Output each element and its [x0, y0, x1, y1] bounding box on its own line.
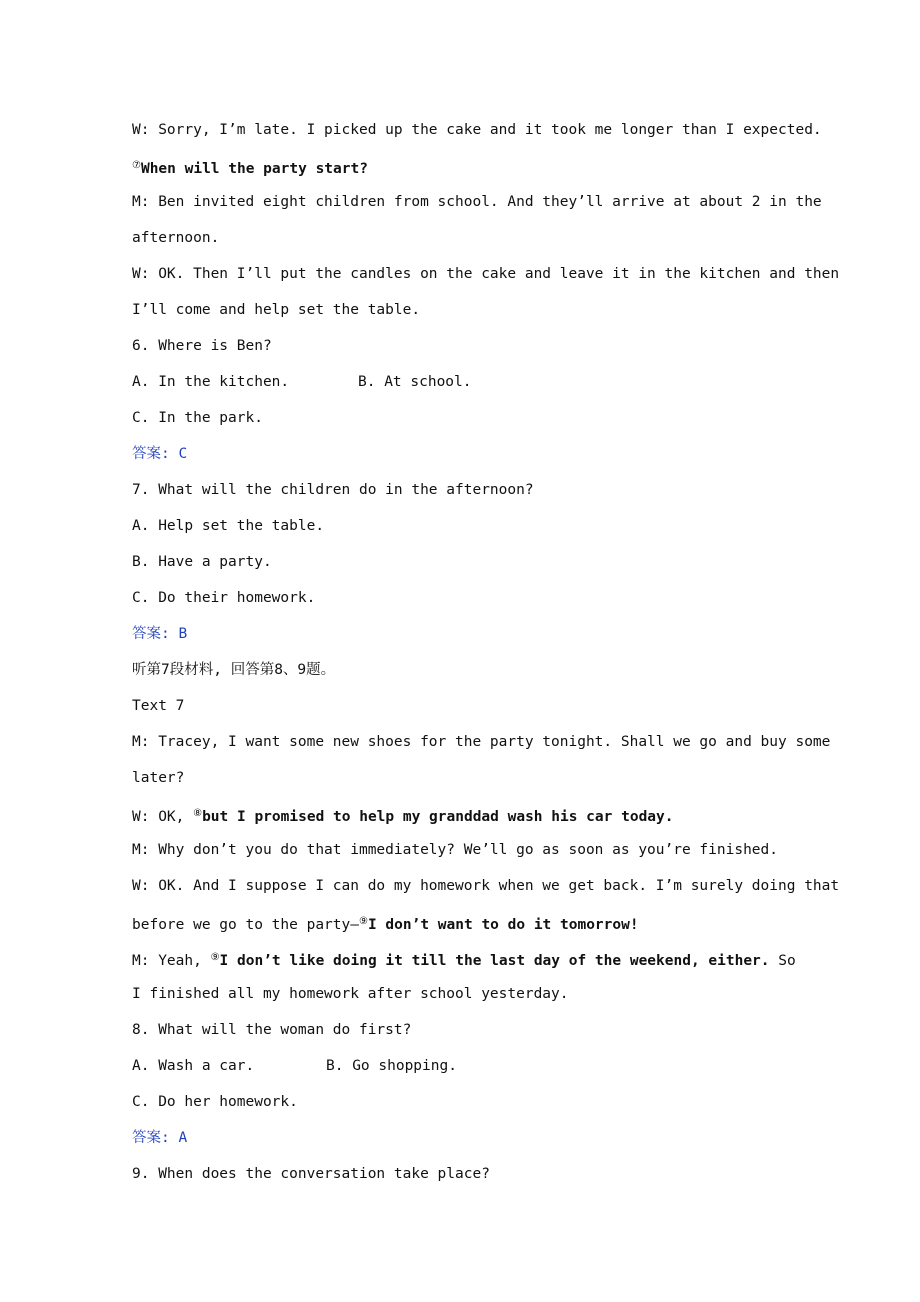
dialogue-line: M: Ben invited eight children from school. And they’ll arrive at about 2 in the	[132, 194, 822, 210]
answer-8	[132, 1126, 792, 1150]
answer-label: 答案:	[132, 446, 170, 462]
section-instruction: 听第7段材料, 回答第8、9题。	[132, 662, 336, 678]
question-7: 7. What will the children do in the afternoon?	[132, 482, 534, 498]
question-6: 6. Where is Ben?	[132, 338, 272, 354]
question-8-options-row	[132, 1054, 792, 1078]
section-title: Text 7	[132, 698, 185, 714]
dialogue-line	[132, 946, 796, 970]
question-6-options-row	[132, 370, 792, 394]
dialogue-line: later?	[132, 770, 185, 786]
bold-clue: I don’t want to do it tomorrow!	[367, 917, 639, 933]
dialogue-line	[132, 154, 792, 178]
option-c: C. In the park.	[132, 410, 263, 426]
option-b: B. Go shopping.	[326, 1058, 457, 1074]
marker-9: ⑨	[210, 952, 220, 963]
dialogue-line: afternoon.	[132, 230, 220, 246]
dialogue-line: M: Why don’t you do that immediately? We’ll go as soon as you’re finished.	[132, 842, 779, 858]
marker-9: ⑨	[358, 916, 368, 927]
option-a: A. Wash a car.	[132, 1058, 255, 1074]
option-c: C. Do their homework.	[132, 590, 316, 606]
speaker-text: So	[769, 953, 796, 969]
dialogue-line: W: OK. And I suppose I can do my homework when we get back. I’m surely doing that	[132, 878, 840, 894]
speaker-text: M: Yeah,	[132, 953, 211, 969]
answer-value: A	[178, 1130, 188, 1146]
speaker-text: W: OK,	[132, 809, 194, 825]
question-9: 9. When does the conversation take place?	[132, 1166, 490, 1182]
question-8: 8. What will the woman do first?	[132, 1022, 412, 1038]
answer-7	[132, 622, 792, 646]
option-b: B. Have a party.	[132, 554, 272, 570]
bold-question: When will the party start?	[140, 161, 368, 177]
dialogue-line: I’ll come and help set the table.	[132, 302, 421, 318]
answer-label: 答案:	[132, 1130, 170, 1146]
dialogue-line	[132, 910, 792, 934]
speaker-text: before we go to the party—	[132, 917, 359, 933]
bold-clue: but I promised to help my granddad wash his car today.	[202, 809, 674, 825]
dialogue-line: W: Sorry, I’m late. I picked up the cake and it took me longer than I expected.	[132, 122, 822, 138]
marker-7: ⑦	[132, 160, 141, 171]
dialogue-line	[132, 802, 792, 826]
dialogue-line: M: Tracey, I want some new shoes for the party tonight. Shall we go and buy some	[132, 734, 831, 750]
dialogue-line: I finished all my homework after school yesterday.	[132, 986, 569, 1002]
option-c: C. Do her homework.	[132, 1094, 298, 1110]
option-b: B. At school.	[358, 374, 472, 390]
answer-value: C	[178, 446, 188, 462]
answer-label: 答案:	[132, 626, 170, 642]
answer-value: B	[178, 626, 188, 642]
bold-clue: I don’t like doing it till the last day of the weekend, either.	[219, 953, 770, 969]
dialogue-line: W: OK. Then I’ll put the candles on the cake and leave it in the kitchen and then	[132, 266, 840, 282]
marker-8: ⑧	[193, 808, 203, 819]
option-a: A. Help set the table.	[132, 518, 325, 534]
answer-6	[132, 442, 792, 466]
option-a: A. In the kitchen.	[132, 374, 290, 390]
